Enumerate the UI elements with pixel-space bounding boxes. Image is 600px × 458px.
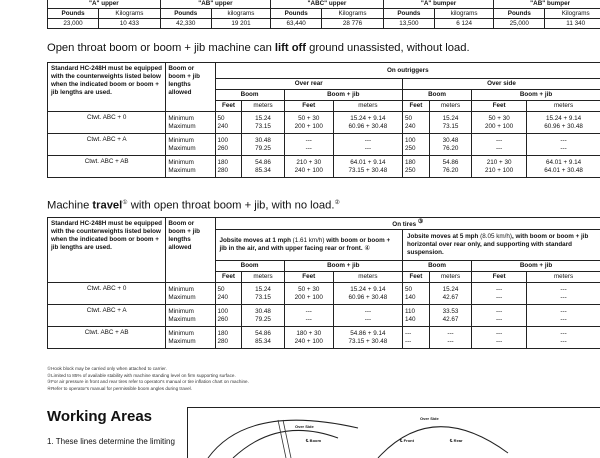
value-cell-ab-m — [242, 305, 284, 327]
maximum-value: --- — [472, 294, 526, 302]
maximum-value: 280 — [218, 338, 242, 346]
boom-header: Boom — [215, 261, 284, 272]
minimum-value: --- — [405, 330, 429, 338]
maximum-label: Maximum — [168, 145, 214, 153]
jobsite-1mph-kmh: (1.61 km/h) — [293, 237, 325, 244]
travel-heading-bold: travel — [92, 200, 122, 212]
maximum-value: 200 + 100 — [472, 123, 526, 131]
minimum-value: 30.48 — [242, 308, 283, 316]
maximum-value: 210 + 100 — [472, 167, 526, 175]
maximum-value: 200 + 100 — [285, 294, 333, 302]
maximum-value: 73.15 — [242, 294, 283, 302]
value-cell-sb-m — [429, 156, 471, 178]
boom-jib-header: Boom + jib — [284, 90, 402, 101]
working-areas-title: Working Areas — [47, 408, 152, 425]
value-cell-sj-m — [527, 156, 600, 178]
meters-header: meters — [242, 101, 284, 112]
meters-header: meters — [333, 101, 402, 112]
lift-heading-suffix: ground unassisted, without load. — [306, 42, 470, 54]
rear-label: ℄ Rear — [450, 438, 463, 443]
maximum-label: Maximum — [168, 167, 214, 175]
value-cell-ab-ft — [215, 283, 242, 305]
feet-header: Feet — [472, 101, 527, 112]
jobsite-1mph-header — [215, 230, 402, 261]
meters-header: meters — [333, 272, 402, 283]
minimum-value: --- — [430, 330, 471, 338]
minimum-value: 100 — [218, 308, 242, 316]
maximum-value: 64.01 + 30.48 — [527, 167, 600, 175]
unit-header: Kilograms — [545, 9, 600, 19]
table-row — [48, 112, 600, 134]
feet-header: Feet — [284, 101, 333, 112]
minimum-value: 50 + 30 — [472, 115, 526, 123]
value-cell-bb-m — [429, 305, 471, 327]
minimum-label: Minimum — [168, 330, 214, 338]
counterweight-label: Ctwt. ABC + 0 — [48, 283, 166, 305]
weight-value: 13,500 — [383, 19, 434, 29]
maximum-value: --- — [334, 316, 402, 324]
min-max-labels — [166, 327, 215, 349]
diagram-drawing — [188, 408, 600, 458]
boom-header: Boom — [402, 90, 471, 101]
value-cell-ab-m — [242, 283, 284, 305]
jobsite-5mph-kmh: (8.05 km/h) — [480, 233, 512, 240]
group-a-bumper: "A" bumper — [383, 0, 493, 9]
counterweight-label: Ctwt. ABC + A — [48, 134, 166, 156]
weight-value: 10 433 — [99, 19, 161, 29]
minimum-value: --- — [527, 308, 600, 316]
value-cell-rb-m — [242, 134, 284, 156]
weight-value: 23,000 — [48, 19, 99, 29]
maximum-value: 73.15 — [242, 123, 283, 131]
minimum-value: 30.48 — [242, 137, 283, 145]
feet-header: Feet — [402, 101, 429, 112]
travel-heading — [47, 199, 340, 212]
maximum-value: --- — [472, 316, 526, 324]
meters-header: meters — [527, 101, 600, 112]
minimum-value: --- — [285, 308, 333, 316]
maximum-value: --- — [430, 338, 471, 346]
maximum-value: 60.96 + 30.48 — [334, 123, 402, 131]
lift-heading — [47, 42, 470, 54]
value-cell-rb-ft — [215, 134, 242, 156]
minimum-label: Minimum — [168, 159, 214, 167]
jobsite-5mph-a: Jobsite moves at 5 mph — [407, 233, 480, 240]
minimum-value: --- — [527, 137, 600, 145]
feet-header: Feet — [472, 272, 527, 283]
over-side-header: Over side — [402, 79, 600, 90]
value-cell-rj-m — [333, 156, 402, 178]
maximum-value: 140 — [405, 294, 429, 302]
value-cell-aj-m — [333, 327, 402, 349]
footnote-2: ②Limited to 85% of available stability with machine standing level on firm supporting surface. — [47, 373, 249, 380]
weight-value: 63,440 — [271, 19, 322, 29]
group-a-upper: "A" upper — [48, 0, 161, 9]
maximum-value: --- — [527, 145, 600, 153]
minimum-value: 15.24 + 9.14 — [334, 286, 402, 294]
maximum-value: 42.67 — [430, 316, 471, 324]
table-row — [48, 156, 600, 178]
maximum-value: --- — [527, 294, 600, 302]
group-ab-bumper: "AB" bumper — [494, 0, 600, 9]
unit-header: Pounds — [48, 9, 99, 19]
working-areas-item-1: 1. These lines determine the limiting — [47, 437, 175, 446]
boom-label: ℄ Boom — [306, 438, 321, 443]
maximum-value: --- — [285, 316, 333, 324]
jobsite-5mph-header — [402, 230, 600, 261]
minimum-value: 50 — [218, 115, 242, 123]
minimum-label: Minimum — [168, 115, 214, 123]
minimum-value: 210 + 30 — [285, 159, 333, 167]
minimum-value: 210 + 30 — [472, 159, 526, 167]
unit-header: Kilograms — [99, 9, 161, 19]
boom-jib-header: Boom + jib — [472, 90, 600, 101]
maximum-value: 42.67 — [430, 294, 471, 302]
value-cell-sj-ft — [472, 156, 527, 178]
travel-heading-prefix: Machine — [47, 200, 92, 212]
maximum-value: 76.20 — [430, 145, 471, 153]
maximum-value: 60.96 + 30.48 — [334, 294, 402, 302]
maximum-value: 140 — [405, 316, 429, 324]
value-cell-ab-ft — [215, 305, 242, 327]
travel-lengths-header: Boom or boom + jib lengths allowed — [166, 218, 215, 283]
lift-left-header: Standard HC-248H must be equipped with the counterweights listed below when the indicated boom or boom + jib lengths are used. — [48, 63, 166, 112]
unit-header: kilograms — [434, 9, 493, 19]
boom-line — [278, 420, 291, 458]
min-max-labels — [166, 283, 215, 305]
value-cell-bj-ft — [472, 305, 527, 327]
lift-lengths-header: Boom or boom + jib lengths allowed — [166, 63, 215, 112]
feet-header: Feet — [402, 272, 429, 283]
minimum-value: 15.24 — [430, 286, 471, 294]
maximum-value: 240 + 100 — [285, 338, 333, 346]
minimum-value: 50 — [218, 286, 242, 294]
minimum-value: 54.86 + 9.14 — [334, 330, 402, 338]
minimum-value: 180 — [405, 159, 429, 167]
value-cell-bb-ft — [402, 305, 429, 327]
value-cell-rb-m — [242, 156, 284, 178]
maximum-value: 250 — [405, 145, 429, 153]
travel-table — [47, 217, 600, 349]
maximum-value: 240 + 100 — [285, 167, 333, 175]
min-max-labels — [166, 305, 215, 327]
counterweight-label: Ctwt. ABC + A — [48, 305, 166, 327]
value-cell-bb-m — [429, 327, 471, 349]
minimum-value: --- — [472, 137, 526, 145]
value-cell-rb-ft — [215, 112, 242, 134]
counterweight-label: Ctwt. ABC + AB — [48, 156, 166, 178]
footnote-1-marker: ① — [122, 200, 127, 206]
value-cell-sb-m — [429, 134, 471, 156]
weight-value: 25,000 — [494, 19, 545, 29]
maximum-value: 200 + 100 — [285, 123, 333, 131]
unit-header: Pounds — [494, 9, 545, 19]
lift-off-table — [47, 62, 600, 178]
over-rear-header: Over rear — [215, 79, 402, 90]
min-max-labels — [166, 112, 215, 134]
jobsite-1mph-a: Jobsite moves at 1 mph — [220, 237, 293, 244]
table-row — [48, 327, 600, 349]
minimum-value: 50 + 30 — [285, 286, 333, 294]
maximum-value: --- — [472, 338, 526, 346]
minimum-value: 15.24 — [430, 115, 471, 123]
footnote-4: ④Refer to operator's manual for permissible boom angles during travel. — [47, 386, 249, 393]
maximum-value: --- — [527, 316, 600, 324]
value-cell-aj-m — [333, 305, 402, 327]
value-cell-rj-ft — [284, 112, 333, 134]
travel-left-header: Standard HC-248H must be equipped with the counterweights listed below when the indicated boom or boom + jib lengths are used. — [48, 218, 166, 283]
value-cell-aj-ft — [284, 327, 333, 349]
on-outriggers-header: On outriggers — [215, 63, 600, 79]
minimum-value: --- — [334, 308, 402, 316]
minimum-value: --- — [472, 286, 526, 294]
weight-value: 6 124 — [434, 19, 493, 29]
weight-value: 19 201 — [211, 19, 270, 29]
meters-header: meters — [527, 272, 600, 283]
minimum-value: 15.24 — [242, 115, 283, 123]
footnote-3: ③For air pressure in front and rear tires refer to operator's manual or tire inflation chart on machine. — [47, 379, 249, 386]
arc-right — [378, 427, 508, 458]
value-cell-bj-m — [527, 305, 600, 327]
maximum-value: --- — [527, 338, 600, 346]
value-cell-bj-m — [527, 327, 600, 349]
maximum-label: Maximum — [168, 316, 214, 324]
value-cell-rj-m — [333, 112, 402, 134]
minimum-value: 50 + 30 — [285, 115, 333, 123]
value-cell-aj-ft — [284, 305, 333, 327]
minimum-value: 64.01 + 9.14 — [527, 159, 600, 167]
maximum-label: Maximum — [168, 338, 214, 346]
unit-header: Pounds — [383, 9, 434, 19]
value-cell-rj-m — [333, 134, 402, 156]
maximum-value: 76.20 — [430, 167, 471, 175]
maximum-value: 73.15 — [430, 123, 471, 131]
maximum-label: Maximum — [168, 123, 214, 131]
boom-jib-header: Boom + jib — [284, 261, 402, 272]
feet-header: Feet — [215, 101, 242, 112]
maximum-value: --- — [472, 145, 526, 153]
maximum-label: Maximum — [168, 294, 214, 302]
minimum-value: 50 — [405, 286, 429, 294]
minimum-value: 100 — [405, 137, 429, 145]
maximum-value: 240 — [218, 294, 242, 302]
maximum-value: 79.25 — [242, 316, 283, 324]
minimum-value: 15.24 + 9.14 — [527, 115, 600, 123]
minimum-value: 180 — [218, 159, 242, 167]
unit-header: Pounds — [160, 9, 211, 19]
value-cell-ab-m — [242, 327, 284, 349]
unit-header: Kilograms — [322, 9, 384, 19]
maximum-value: 73.15 + 30.48 — [334, 167, 402, 175]
value-cell-sb-ft — [402, 156, 429, 178]
minimum-value: 110 — [405, 308, 429, 316]
value-cell-rb-ft — [215, 156, 242, 178]
weight-value: 42,330 — [160, 19, 211, 29]
counterweight-label: Ctwt. ABC + AB — [48, 327, 166, 349]
outer-arc-left — [208, 420, 358, 458]
minimum-label: Minimum — [168, 137, 214, 145]
min-max-labels — [166, 134, 215, 156]
value-cell-sj-m — [527, 134, 600, 156]
minimum-value: --- — [472, 330, 526, 338]
group-abc-upper: "ABC" upper — [271, 0, 384, 9]
minimum-value: 30.48 — [430, 137, 471, 145]
value-cell-aj-ft — [284, 283, 333, 305]
travel-heading-middle: with open throat boom + jib, with no load. — [128, 200, 335, 212]
maximum-value: 250 — [405, 167, 429, 175]
minimum-value: 54.86 — [430, 159, 471, 167]
value-cell-sj-ft — [472, 134, 527, 156]
value-cell-bb-m — [429, 283, 471, 305]
maximum-value: --- — [285, 145, 333, 153]
group-ab-upper: "AB" upper — [160, 0, 270, 9]
value-cell-bj-ft — [472, 283, 527, 305]
lift-heading-prefix: Open throat boom or boom + jib machine can — [47, 42, 275, 54]
minimum-value: 180 — [218, 330, 242, 338]
table-row — [48, 305, 600, 327]
maximum-value: 280 — [218, 167, 242, 175]
over-side-label-1: Over Side — [295, 424, 314, 429]
maximum-value: 260 — [218, 145, 242, 153]
value-cell-sb-ft — [402, 134, 429, 156]
minimum-value: 100 — [218, 137, 242, 145]
meters-header: meters — [429, 101, 471, 112]
footnote-3-marker: ③ — [418, 219, 423, 225]
jobsite-5mph-c: , with boom or boom + jib horizontal over rear only, and supporting with standard suspension. — [407, 233, 588, 256]
weight-value: 11 340 — [545, 19, 600, 29]
value-cell-bj-m — [527, 283, 600, 305]
boom-jib-header: Boom + jib — [472, 261, 600, 272]
table-row — [48, 283, 600, 305]
lift-heading-bold: lift off — [275, 42, 306, 54]
meters-header: meters — [429, 272, 471, 283]
minimum-value: --- — [527, 286, 600, 294]
front-label: ℄ Front — [400, 438, 414, 443]
footnote-2-marker: ② — [334, 200, 339, 206]
min-max-labels — [166, 156, 215, 178]
maximum-value: 260 — [218, 316, 242, 324]
value-cell-ab-ft — [215, 327, 242, 349]
maximum-value: 240 — [218, 123, 242, 131]
over-side-label-2: Over Side — [420, 416, 439, 421]
value-cell-sj-ft — [472, 112, 527, 134]
footnote-4-marker: ④ — [364, 245, 370, 252]
jobsite-1mph-c: with boom or boom + jib in the air, and with upper facing rear or front. — [220, 237, 391, 252]
maximum-value: 85.34 — [242, 338, 283, 346]
maximum-value: --- — [334, 145, 402, 153]
minimum-value: 64.01 + 9.14 — [334, 159, 402, 167]
value-cell-bb-ft — [402, 327, 429, 349]
maximum-value: 85.34 — [242, 167, 283, 175]
working-areas-diagram — [187, 407, 600, 458]
value-cell-rb-m — [242, 112, 284, 134]
boom-header: Boom — [402, 261, 471, 272]
boom-header: Boom — [215, 90, 284, 101]
on-tires-label: On tires — [392, 221, 416, 228]
maximum-value: 73.15 + 30.48 — [334, 338, 402, 346]
minimum-value: 54.86 — [242, 330, 283, 338]
value-cell-aj-m — [333, 283, 402, 305]
minimum-value: --- — [285, 137, 333, 145]
minimum-value: --- — [472, 308, 526, 316]
footnote-1: ①Hook block may be carried only when attached to carrier. — [47, 366, 249, 373]
weight-value: 28 776 — [322, 19, 384, 29]
unit-header: Pounds — [271, 9, 322, 19]
minimum-value: 15.24 + 9.14 — [334, 115, 402, 123]
meters-header: meters — [242, 272, 284, 283]
counterweight-weights-table — [47, 0, 600, 29]
table-row — [48, 134, 600, 156]
maximum-value: 240 — [405, 123, 429, 131]
minimum-value: 15.24 — [242, 286, 283, 294]
minimum-value: --- — [334, 137, 402, 145]
unit-header: kilograms — [211, 9, 270, 19]
counterweight-label: Ctwt. ABC + 0 — [48, 112, 166, 134]
minimum-label: Minimum — [168, 286, 214, 294]
value-cell-rj-ft — [284, 134, 333, 156]
minimum-value: --- — [527, 330, 600, 338]
minimum-value: 54.86 — [242, 159, 283, 167]
minimum-value: 33.53 — [430, 308, 471, 316]
minimum-value: 50 — [405, 115, 429, 123]
maximum-value: 79.25 — [242, 145, 283, 153]
maximum-value: 60.96 + 30.48 — [527, 123, 600, 131]
value-cell-rj-ft — [284, 156, 333, 178]
value-cell-sb-m — [429, 112, 471, 134]
footnotes — [47, 366, 249, 392]
feet-header: Feet — [284, 272, 333, 283]
feet-header: Feet — [215, 272, 242, 283]
value-cell-sj-m — [527, 112, 600, 134]
value-cell-bb-ft — [402, 283, 429, 305]
minimum-label: Minimum — [168, 308, 214, 316]
on-tires-header — [215, 218, 600, 230]
value-cell-sb-ft — [402, 112, 429, 134]
minimum-value: 180 + 30 — [285, 330, 333, 338]
value-cell-bj-ft — [472, 327, 527, 349]
maximum-value: --- — [405, 338, 429, 346]
